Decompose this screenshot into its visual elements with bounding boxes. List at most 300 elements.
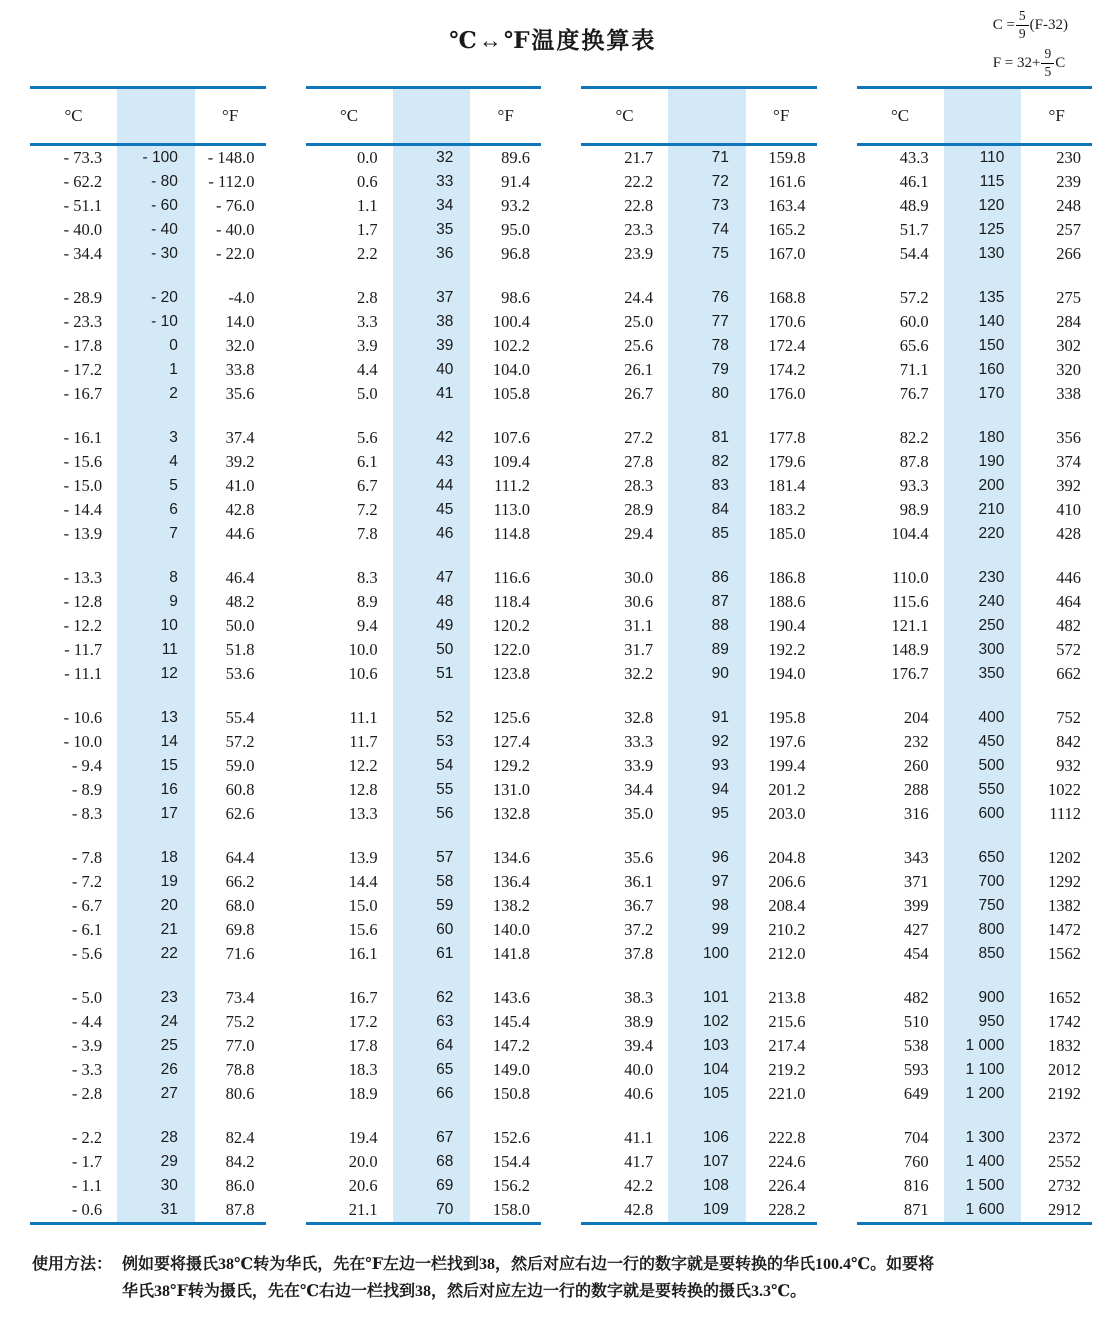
cell-celsius: 31.7 [624,640,654,659]
cell-fahrenheit: 302 [1056,336,1081,355]
cell-celsius: - 11.7 [64,640,103,659]
cell-celsius: 288 [903,780,929,799]
table-row [581,1174,817,1198]
cell-value: 210 [978,501,1005,518]
table-row [857,1126,1093,1150]
cell-celsius: - 5.6 [71,944,103,963]
table-row [30,218,266,242]
cell-fahrenheit: 84.2 [225,1152,255,1171]
cell-fahrenheit: 172.4 [768,336,806,355]
cell-value: 90 [711,665,729,682]
cell-celsius: 482 [903,988,929,1007]
col-header-fahrenheit: °F [222,106,239,125]
cell-fahrenheit: 123.8 [492,664,530,683]
cell-celsius: 38.3 [624,988,654,1007]
table-row [857,218,1093,242]
cell-fahrenheit: 91.4 [501,172,530,191]
cell-value: 38 [436,313,454,330]
cell-value: 43 [436,453,454,470]
table-row [857,1034,1093,1058]
table-row [581,566,817,590]
cell-celsius: 71.1 [899,360,929,379]
cell-fahrenheit: 116.6 [493,568,530,587]
cell-value: 101 [702,989,729,1006]
cell-celsius: 0.0 [357,148,378,167]
cell-value: 69 [436,1177,454,1194]
cell-celsius: 13.3 [348,804,378,823]
cell-celsius: 48.9 [899,196,929,215]
cell-value: 800 [978,921,1005,938]
table-row [857,382,1093,406]
cell-value: 30 [160,1177,178,1194]
cell-fahrenheit: 2912 [1047,1200,1081,1219]
cell-value: 1 100 [965,1061,1005,1078]
row-gap [306,1106,542,1126]
cell-fahrenheit: - 22.0 [215,244,255,263]
cell-celsius: 316 [903,804,929,823]
cell-celsius: 65.6 [899,336,929,355]
cell-fahrenheit: 1382 [1047,896,1081,915]
usage-note [32,1251,1104,1305]
cell-value: 81 [711,429,729,446]
cell-celsius: 10.6 [348,664,378,683]
cell-value: 75 [711,245,729,262]
cell-celsius: 42.2 [624,1176,654,1195]
cell-celsius: 36.1 [624,872,654,891]
fahrenheit-formula-lhs: F = 32+ [992,54,1041,71]
table-row [306,1058,542,1082]
row-gap [30,406,266,426]
cell-fahrenheit: 195.8 [768,708,806,727]
cell-value: 45 [436,501,454,518]
table-row [306,754,542,778]
cell-celsius: 15.0 [348,896,378,915]
cell-celsius: 37.2 [624,920,654,939]
celsius-formula [993,6,1068,44]
table-row [30,1126,266,1150]
table-row [581,846,817,870]
cell-celsius: 1.1 [357,196,378,215]
table-row [857,498,1093,522]
col-header-celsius: °C [615,106,634,125]
cell-fahrenheit: 185.0 [768,524,806,543]
table-row [306,1150,542,1174]
cell-fahrenheit: 1292 [1047,872,1081,891]
table-row [581,802,817,826]
cell-value: 220 [978,525,1005,542]
cell-value: 650 [978,849,1005,866]
table-row [30,286,266,310]
cell-value: 19 [160,873,178,890]
cell-celsius: - 6.1 [71,920,103,939]
cell-celsius: 29.4 [624,524,654,543]
table-row [581,146,817,170]
cell-value: 17 [160,805,178,822]
cell-fahrenheit: 842 [1056,732,1081,751]
table-row [306,566,542,590]
cell-value: 91 [711,709,729,726]
table-row [30,498,266,522]
cell-fahrenheit: 86.0 [225,1176,255,1195]
cell-value: 37 [436,289,454,306]
cell-fahrenheit: 203.0 [768,804,806,823]
table-row [306,1010,542,1034]
cell-fahrenheit: 44.6 [225,524,255,543]
cell-fahrenheit: 2012 [1047,1060,1081,1079]
cell-value: 44 [436,477,454,494]
table-row [857,426,1093,450]
table-row [857,358,1093,382]
table-row [30,310,266,334]
cell-value: 1 300 [965,1129,1005,1146]
cell-value: 10 [160,617,178,634]
usage-note-text [122,1251,934,1305]
cell-celsius: - 3.3 [71,1060,103,1079]
cell-fahrenheit: 93.2 [501,196,530,215]
conversion-formulas [993,6,1068,82]
cell-value: 500 [978,757,1005,774]
cell-fahrenheit: 53.6 [225,664,255,683]
cell-celsius: 27.8 [624,452,654,471]
cell-celsius: 593 [903,1060,929,1079]
table-row [581,310,817,334]
table-row [306,730,542,754]
cell-fahrenheit: 167.0 [768,244,806,263]
table-row [857,590,1093,614]
cell-value: 42 [436,429,454,446]
cell-celsius: 26.1 [624,360,654,379]
cell-value: 103 [702,1037,729,1054]
cell-value: 29 [160,1153,178,1170]
cell-fahrenheit: 89.6 [501,148,530,167]
table-row [306,870,542,894]
cell-fahrenheit: 102.2 [492,336,530,355]
cell-fahrenheit: 168.8 [768,288,806,307]
row-gap [306,406,542,426]
cell-celsius: 204 [903,708,929,727]
table-row [857,334,1093,358]
cell-value: 23 [160,989,178,1006]
cell-value: 68 [436,1153,454,1170]
table-row [857,1174,1093,1198]
table-row [857,918,1093,942]
cell-value: 84 [711,501,729,518]
cell-celsius: 34.4 [624,780,654,799]
cell-value: 25 [160,1037,178,1054]
cell-fahrenheit: 73.4 [225,988,255,1007]
cell-celsius: - 7.2 [71,872,103,891]
cell-value: 4 [169,453,178,470]
table-row [581,194,817,218]
row-gap [857,406,1093,426]
cell-value: 11 [161,641,178,658]
cell-value: 350 [978,665,1005,682]
fahrenheit-formula [993,44,1068,82]
cell-fahrenheit: 78.8 [225,1060,255,1079]
cell-celsius: 2.2 [357,244,378,263]
table-row [857,146,1093,170]
table-row [30,754,266,778]
cell-value: 230 [978,569,1005,586]
cell-value: 94 [711,781,729,798]
bottom-rule [857,1222,1093,1225]
table-row [306,382,542,406]
cell-value: 190 [978,453,1005,470]
cell-value: 1 000 [965,1037,1005,1054]
cell-value: 67 [436,1129,454,1146]
cell-celsius: - 15.6 [63,452,103,471]
cell-value: 48 [436,593,454,610]
table-row [857,730,1093,754]
cell-celsius: 7.8 [357,524,378,543]
cell-celsius: 399 [903,896,929,915]
cell-value: 51 [436,665,454,682]
table-row [30,846,266,870]
cell-value: 104 [702,1061,729,1078]
cell-celsius: 41.1 [624,1128,654,1147]
cell-fahrenheit: 2732 [1047,1176,1081,1195]
cell-celsius: 22.8 [624,196,654,215]
cell-fahrenheit: 50.0 [225,616,255,635]
row-gap [30,686,266,706]
table-row [30,730,266,754]
cell-celsius: 11.1 [349,708,378,727]
table-row [581,754,817,778]
cell-value: 39 [436,337,454,354]
table-row [306,522,542,546]
cell-value: 98 [711,897,729,914]
cell-value: 16 [160,781,178,798]
cell-celsius: 871 [903,1200,929,1219]
cell-value: 87 [711,593,729,610]
table-group [857,86,1093,1225]
cell-fahrenheit: 68.0 [225,896,255,915]
table-row [306,498,542,522]
table-row [30,918,266,942]
cell-value: 2 [169,385,178,402]
cell-value: - 20 [151,289,178,306]
cell-value: 105 [702,1085,729,1102]
cell-celsius: 343 [903,848,929,867]
usage-note-label: 使用方法： [32,1256,113,1273]
cell-fahrenheit: 105.8 [492,384,530,403]
table-row [581,170,817,194]
cell-value: 21 [160,921,178,938]
cell-fahrenheit: 125.6 [492,708,530,727]
cell-fahrenheit: 39.2 [225,452,255,471]
cell-celsius: 19.4 [348,1128,378,1147]
table-row [306,1034,542,1058]
cell-celsius: - 16.7 [63,384,103,403]
cell-value: 18 [160,849,178,866]
cell-fahrenheit: 2192 [1047,1084,1081,1103]
cell-fahrenheit: 143.6 [492,988,530,1007]
table-row [306,986,542,1010]
table-row [30,1174,266,1198]
cell-celsius: 176.7 [891,664,929,683]
cell-celsius: 3.3 [357,312,378,331]
cell-fahrenheit: 338 [1056,384,1081,403]
cell-value: 80 [711,385,729,402]
table-row [30,1058,266,1082]
table-row [306,918,542,942]
cell-value: 600 [978,805,1005,822]
cell-celsius: - 8.9 [71,780,103,799]
cell-celsius: 57.2 [899,288,929,307]
cell-value: 106 [702,1129,729,1146]
table-row [30,590,266,614]
cell-celsius: 18.3 [348,1060,378,1079]
table-row [30,1010,266,1034]
row-gap [581,826,817,846]
cell-value: 102 [702,1013,729,1030]
cell-value: 78 [711,337,729,354]
cell-value: 47 [436,569,454,586]
cell-celsius: 30.0 [624,568,654,587]
cell-value: 63 [436,1013,454,1030]
cell-celsius: 21.7 [624,148,654,167]
cell-fahrenheit: 662 [1056,664,1081,683]
cell-celsius: 260 [903,756,929,775]
table-row [581,426,817,450]
cell-fahrenheit: 212.0 [768,944,806,963]
cell-value: 1 600 [965,1201,1005,1218]
table-row [581,894,817,918]
cell-value: 180 [978,429,1005,446]
cell-fahrenheit: 266 [1056,244,1081,263]
cell-fahrenheit: 132.8 [492,804,530,823]
table-row [857,310,1093,334]
cell-celsius: 5.0 [357,384,378,403]
cell-fahrenheit: 98.6 [501,288,530,307]
cell-fahrenheit: 107.6 [492,428,530,447]
row-gap [581,546,817,566]
cell-celsius: 7.2 [357,500,378,519]
cell-value: 950 [978,1013,1005,1030]
cell-celsius: 21.1 [348,1200,378,1219]
cell-value: 95 [711,805,729,822]
table-row [581,918,817,942]
cell-fahrenheit: 75.2 [225,1012,255,1031]
cell-fahrenheit: 127.4 [492,732,530,751]
table-row [857,1198,1093,1222]
table-row [306,1126,542,1150]
cell-fahrenheit: 208.4 [768,896,806,915]
cell-fahrenheit: 55.4 [225,708,255,727]
cell-celsius: 54.4 [899,244,929,263]
cell-fahrenheit: 59.0 [225,756,255,775]
cell-value: 110 [979,149,1005,166]
cell-celsius: 17.2 [348,1012,378,1031]
cell-fahrenheit: 77.0 [225,1036,255,1055]
cell-value: 41 [436,385,454,402]
cell-value: 7 [169,525,178,542]
cell-value: 33 [436,173,454,190]
cell-celsius: - 12.8 [63,592,103,611]
cell-celsius: 40.6 [624,1084,654,1103]
row-gap [306,546,542,566]
cell-fahrenheit: 32.0 [225,336,255,355]
cell-fahrenheit: 1472 [1047,920,1081,939]
cell-fahrenheit: 147.2 [492,1036,530,1055]
table-row [857,638,1093,662]
cell-celsius: 760 [903,1152,929,1171]
cell-fahrenheit: 174.2 [768,360,806,379]
table-row [306,242,542,266]
cell-celsius: 8.3 [357,568,378,587]
celsius-formula-rhs: (F-32) [1029,16,1068,33]
table-row [857,846,1093,870]
cell-celsius: 41.7 [624,1152,654,1171]
cell-celsius: 26.7 [624,384,654,403]
table-row [581,1082,817,1106]
cell-celsius: 51.7 [899,220,929,239]
col-header-celsius: °C [890,106,910,125]
table-row [30,242,266,266]
table-row [30,802,266,826]
cell-fahrenheit: 46.4 [225,568,255,587]
cell-fahrenheit: 57.2 [225,732,255,751]
cell-fahrenheit: 82.4 [225,1128,255,1147]
cell-celsius: 12.8 [348,780,378,799]
cell-fahrenheit: 64.4 [225,848,255,867]
cell-value: 850 [978,945,1005,962]
cell-fahrenheit: 118.4 [493,592,530,611]
row-gap [306,826,542,846]
cell-value: 57 [436,849,454,866]
cell-celsius: 60.0 [899,312,929,331]
cell-celsius: 20.6 [348,1176,378,1195]
table-row [857,870,1093,894]
cell-celsius: - 7.8 [71,848,103,867]
table-row [30,1034,266,1058]
cell-value: 20 [160,897,178,914]
cell-celsius: 28.3 [624,476,654,495]
cell-celsius: 76.7 [899,384,929,403]
cell-celsius: 10.0 [348,640,378,659]
cell-fahrenheit: 284 [1056,312,1081,331]
cell-fahrenheit: 66.2 [225,872,255,891]
cell-celsius: - 5.0 [71,988,103,1007]
cell-value: 72 [711,173,729,190]
cell-value: 65 [436,1061,454,1078]
cell-value: 34 [436,197,454,214]
table-row [306,310,542,334]
table-row [306,894,542,918]
cell-celsius: - 1.7 [71,1152,103,1171]
cell-value: - 10 [151,313,178,330]
cell-value: 0 [169,337,178,354]
table-row [30,870,266,894]
bottom-rule [306,1222,542,1225]
cell-celsius: 39.4 [624,1036,654,1055]
cell-celsius: 110.0 [892,568,929,587]
fahrenheit-formula-rhs: C [1055,54,1066,71]
cell-fahrenheit: 213.8 [768,988,806,1007]
cell-value: 28 [160,1129,178,1146]
cell-value: 79 [711,361,729,378]
cell-value: 89 [711,641,729,658]
cell-value: 200 [978,477,1005,494]
cell-celsius: - 2.8 [71,1084,103,1103]
table-row [30,426,266,450]
cell-celsius: - 11.1 [64,664,103,683]
cell-celsius: 35.6 [624,848,654,867]
cell-value: 53 [436,733,454,750]
cell-fahrenheit: 199.4 [768,756,806,775]
cell-celsius: 510 [903,1012,929,1031]
table-row [857,894,1093,918]
